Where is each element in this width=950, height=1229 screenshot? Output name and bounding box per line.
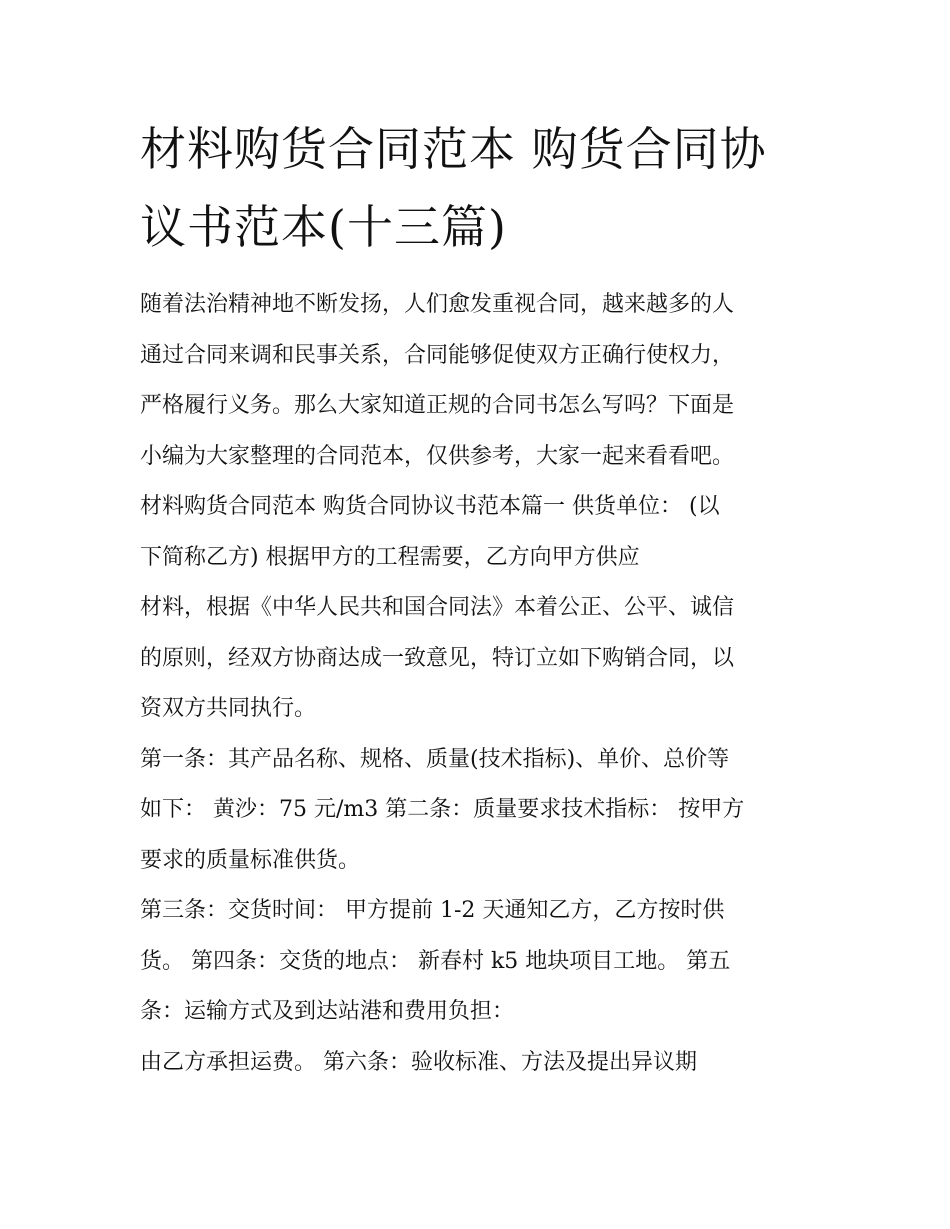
text-line: 的原则，经双方协商达成一致意见，特订立如下购销合同，以 bbox=[140, 645, 735, 671]
text-line: 资双方共同执行。 bbox=[140, 696, 317, 721]
text-line: 材料购货合同范本 购货合同协议书范本篇一 供货单位： (以 bbox=[140, 494, 720, 519]
text-line: 严格履行义务。那么大家知道正规的合同书怎么写吗？下面是 bbox=[140, 393, 735, 418]
text-line: 由乙方承担运费。 第六条：验收标准、方法及提出异议期 bbox=[140, 1049, 697, 1075]
text-line: 下简称乙方) 根据甲方的工程需要，乙方向甲方供应 bbox=[140, 544, 640, 570]
text-line: 通过合同来调和民事关系，合同能够促使双方正确行使权力， bbox=[140, 342, 735, 368]
title-line: 材料购货合同范本 购货合同协 bbox=[140, 122, 767, 176]
text-line: 货。 第四条：交货的地点： 新春村 k5 地块项目工地。 第五 bbox=[140, 948, 731, 974]
text-line: 小编为大家整理的合同范本，仅供参考，大家一起来看看吧。 bbox=[140, 443, 735, 469]
text-line: 材料，根据《中华人民共和国合同法》本着公正、公平、诚信 bbox=[140, 595, 735, 620]
text-line: 随着法治精神地不断发扬，人们愈发重视合同，越来越多的人 bbox=[140, 292, 735, 317]
document-body bbox=[140, 280, 830, 1088]
paragraph-article-3 bbox=[140, 886, 830, 1038]
text-line: 要求的质量标准供货。 bbox=[140, 847, 361, 873]
text-line: 条：运输方式及到达站港和费用负担： bbox=[140, 999, 515, 1024]
paragraph-principles bbox=[140, 583, 830, 735]
text-line: 第三条：交货时间： 甲方提前 1-2 天通知乙方，乙方按时供 bbox=[140, 898, 725, 923]
title-line: 议书范本(十三篇) bbox=[140, 200, 507, 254]
paragraph-article-6 bbox=[140, 1038, 830, 1089]
paragraph-intro bbox=[140, 280, 830, 482]
paragraph-supplier bbox=[140, 482, 830, 583]
page-title bbox=[140, 110, 820, 266]
text-line: 如下： 黄沙：75 元/m3 第二条：质量要求技术指标： 按甲方 bbox=[140, 797, 745, 822]
text-line: 第一条：其产品名称、规格、质量(技术指标)、单价、总价等 bbox=[140, 746, 730, 772]
paragraph-article-1 bbox=[140, 735, 830, 887]
